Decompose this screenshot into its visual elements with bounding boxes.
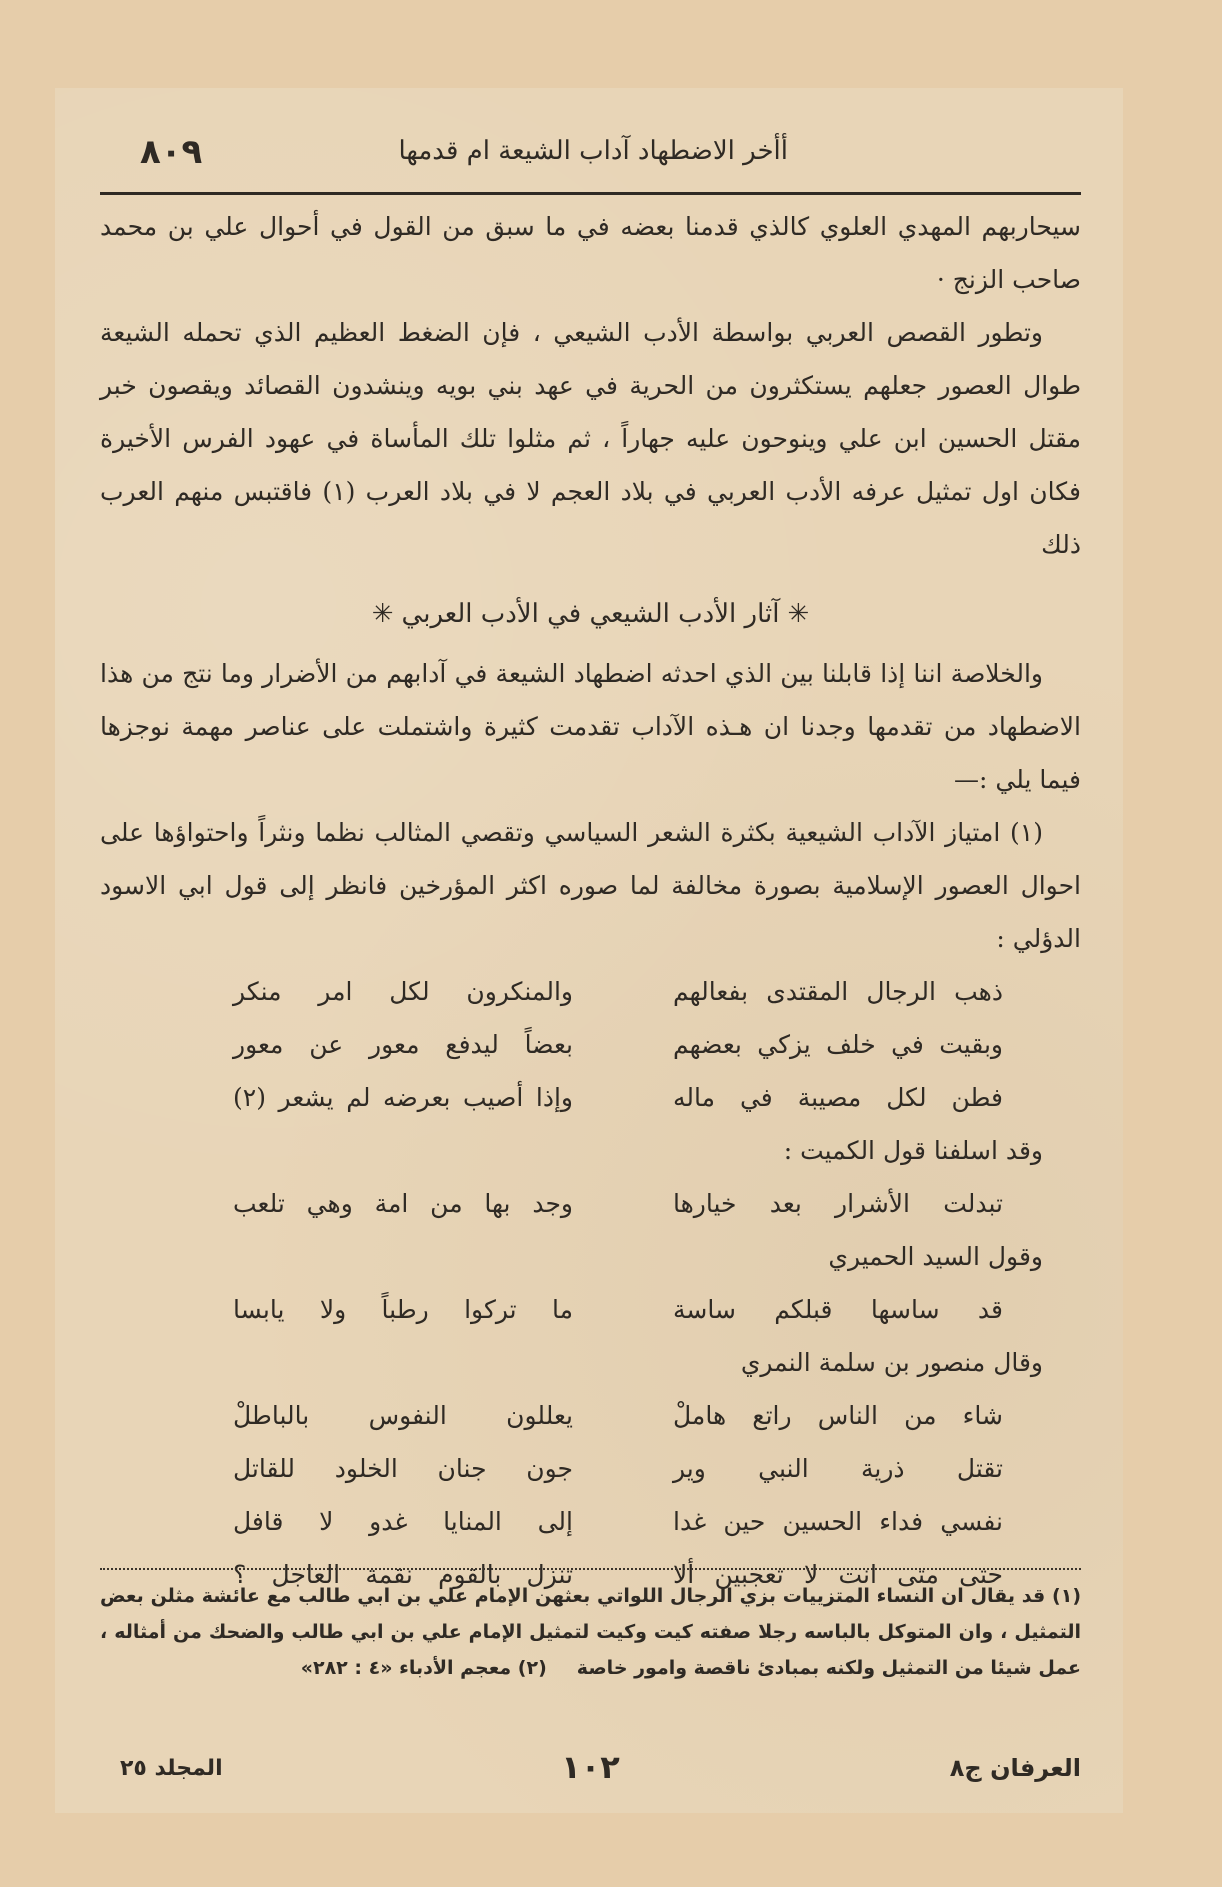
poem-kumait — [100, 1177, 1081, 1230]
verse-first-hemistich: تبدلت الأشرار بعد خيارها — [673, 1189, 1003, 1218]
poem-intro-kumait: وقد اسلفنا قول الكميت : — [783, 1136, 1043, 1165]
verse-second-hemistich: والمنكرون لكل امر منكر — [233, 977, 573, 1006]
verse-second-hemistich: تنزل بالقوم نقمة العاجل ؟ — [233, 1560, 573, 1589]
asterism-ornament-icon: ✳ — [371, 599, 394, 629]
section-heading — [100, 589, 1081, 639]
paragraph-continuation: سيحاربهم المهدي العلوي كالذي قدمنا بعضه في ما سبق من القول في أحوال علي بن محمد صاحب الزنج · — [100, 212, 1081, 294]
paragraph-point-1: (١) امتياز الآداب الشيعية بكثرة الشعر السياسي وتقصي المثالب نظما ونثراً واحتواؤها على احوال العصور الإسلامية بصورة مخالفة لما صوره اكثر المؤرخين فانظر إلى قول ابي الاسود الدؤلي : — [100, 818, 1081, 953]
verse-second-hemistich: بعضاً ليدفع معور عن معور — [233, 1030, 573, 1059]
footer-page-number: ١٠٢ — [561, 1748, 620, 1786]
verse-second-hemistich: ما تركوا رطباً ولا يابسا — [233, 1295, 573, 1324]
footer-volume: المجلد ٢٥ — [120, 1756, 223, 1781]
header-rule — [100, 192, 1081, 195]
verse-first-hemistich: قد ساسها قبلكم ساسة — [673, 1295, 1003, 1324]
poem-himyari — [100, 1283, 1081, 1336]
verse-first-hemistich: ذهب الرجال المقتدى بفعالهم — [673, 977, 1003, 1006]
verse-first-hemistich: تقتل ذرية النبي وير — [673, 1454, 1003, 1483]
footnote-2-text: (٢) معجم الأدباء «٤ : ٢٨٢» — [300, 1657, 547, 1679]
footnote-separator — [100, 1568, 1081, 1570]
verse — [100, 1071, 1081, 1124]
asterism-ornament-icon: ✳ — [787, 599, 810, 629]
paragraph-summary: والخلاصة اننا إذا قابلنا بين الذي احدثه اضطهاد الشيعة في آدابهم من الأضرار وما نتج من هذا الاضطهاد من تقدمها وجدنا ان هـذه الآداب تقدمت كثيرة واشتملت على عناصر مهمة نوجزها فيما يلي :— — [100, 659, 1081, 794]
verse — [100, 1018, 1081, 1071]
running-title: أأخر الاضطهاد آداب الشيعة ام قدمها — [398, 136, 788, 166]
verse-second-hemistich: يعللون النفوس بالباطلْ — [233, 1401, 573, 1430]
footnote-1 — [100, 1578, 1081, 1686]
verse-first-hemistich: وبقيت في خلف يزكي بعضهم — [673, 1030, 1003, 1059]
verse — [100, 1442, 1081, 1495]
verse-second-hemistich: وجد بها من امة وهي تلعب — [233, 1189, 573, 1218]
poem-intro-himyari: وقول السيد الحميري — [828, 1242, 1043, 1271]
section-heading-text: آثار الأدب الشيعي في الأدب العربي — [401, 599, 780, 629]
verse — [100, 1389, 1081, 1442]
scanned-page — [55, 88, 1123, 1813]
footnotes — [100, 1578, 1081, 1686]
page-number-top: ٨٠٩ — [140, 132, 203, 172]
verse-first-hemistich: فطن لكل مصيبة في ماله — [673, 1083, 1003, 1112]
verse — [100, 1495, 1081, 1548]
footnote-1-text: (١) قد يقال ان النساء المتزييات بزي الرجال اللواتي بعثهن الإمام علي بن ابي طالب مع عائشة مثلن بعض التمثيل ، وان المتوكل بالباسه رجلا صفته كيت وكيت لتمثيل الإمام علي بن ابي طالب والضحك من أمثاله ، عمل شيئا من التمثيل ولكنه بمبادئ ناقصة وامور خاصة — [100, 1585, 1081, 1679]
verse-first-hemistich: حتى متى انت لا تعجبين ألا — [673, 1560, 1003, 1589]
paragraph-story-evolution: وتطور القصص العربي بواسطة الأدب الشيعي ، فإن الضغط العظيم الذي تحمله الشيعة طوال العصور جعلهم يستكثرون من الحرية في عهد بني بويه وينشدون القصائد ويقصون خبر مقتل الحسين ابن علي وينوحون عليه جهاراً ، ثم مثلوا تلك المأساة في عهود الفرس الأخيرة فكان اول تمثيل عرفه الأدب العربي في بلاد العجم لا في بلاد العرب (١) فاقتبس منهم العرب ذلك — [100, 318, 1081, 559]
page-footer — [100, 1748, 1081, 1798]
verse — [100, 1283, 1081, 1336]
running-header — [100, 132, 1078, 182]
article-body — [100, 200, 1081, 1601]
verse — [100, 965, 1081, 1018]
verse-first-hemistich: نفسي فداء الحسين حين غدا — [673, 1507, 1003, 1536]
verse-first-hemistich: شاء من الناس راتع هاملْ — [673, 1401, 1003, 1430]
footer-journal-issue: العرفان ج٨ — [949, 1754, 1081, 1782]
verse-second-hemistich: وإذا أصيب بعرضه لم يشعر (٢) — [233, 1083, 573, 1112]
verse — [100, 1177, 1081, 1230]
poem-abu-al-aswad — [100, 965, 1081, 1124]
verse-second-hemistich: إلى المنايا غدو لا قافل — [233, 1507, 573, 1536]
poem-intro-namari: وقال منصور بن سلمة النمري — [740, 1348, 1043, 1377]
verse-second-hemistich: جون جنان الخلود للقاتل — [233, 1454, 573, 1483]
